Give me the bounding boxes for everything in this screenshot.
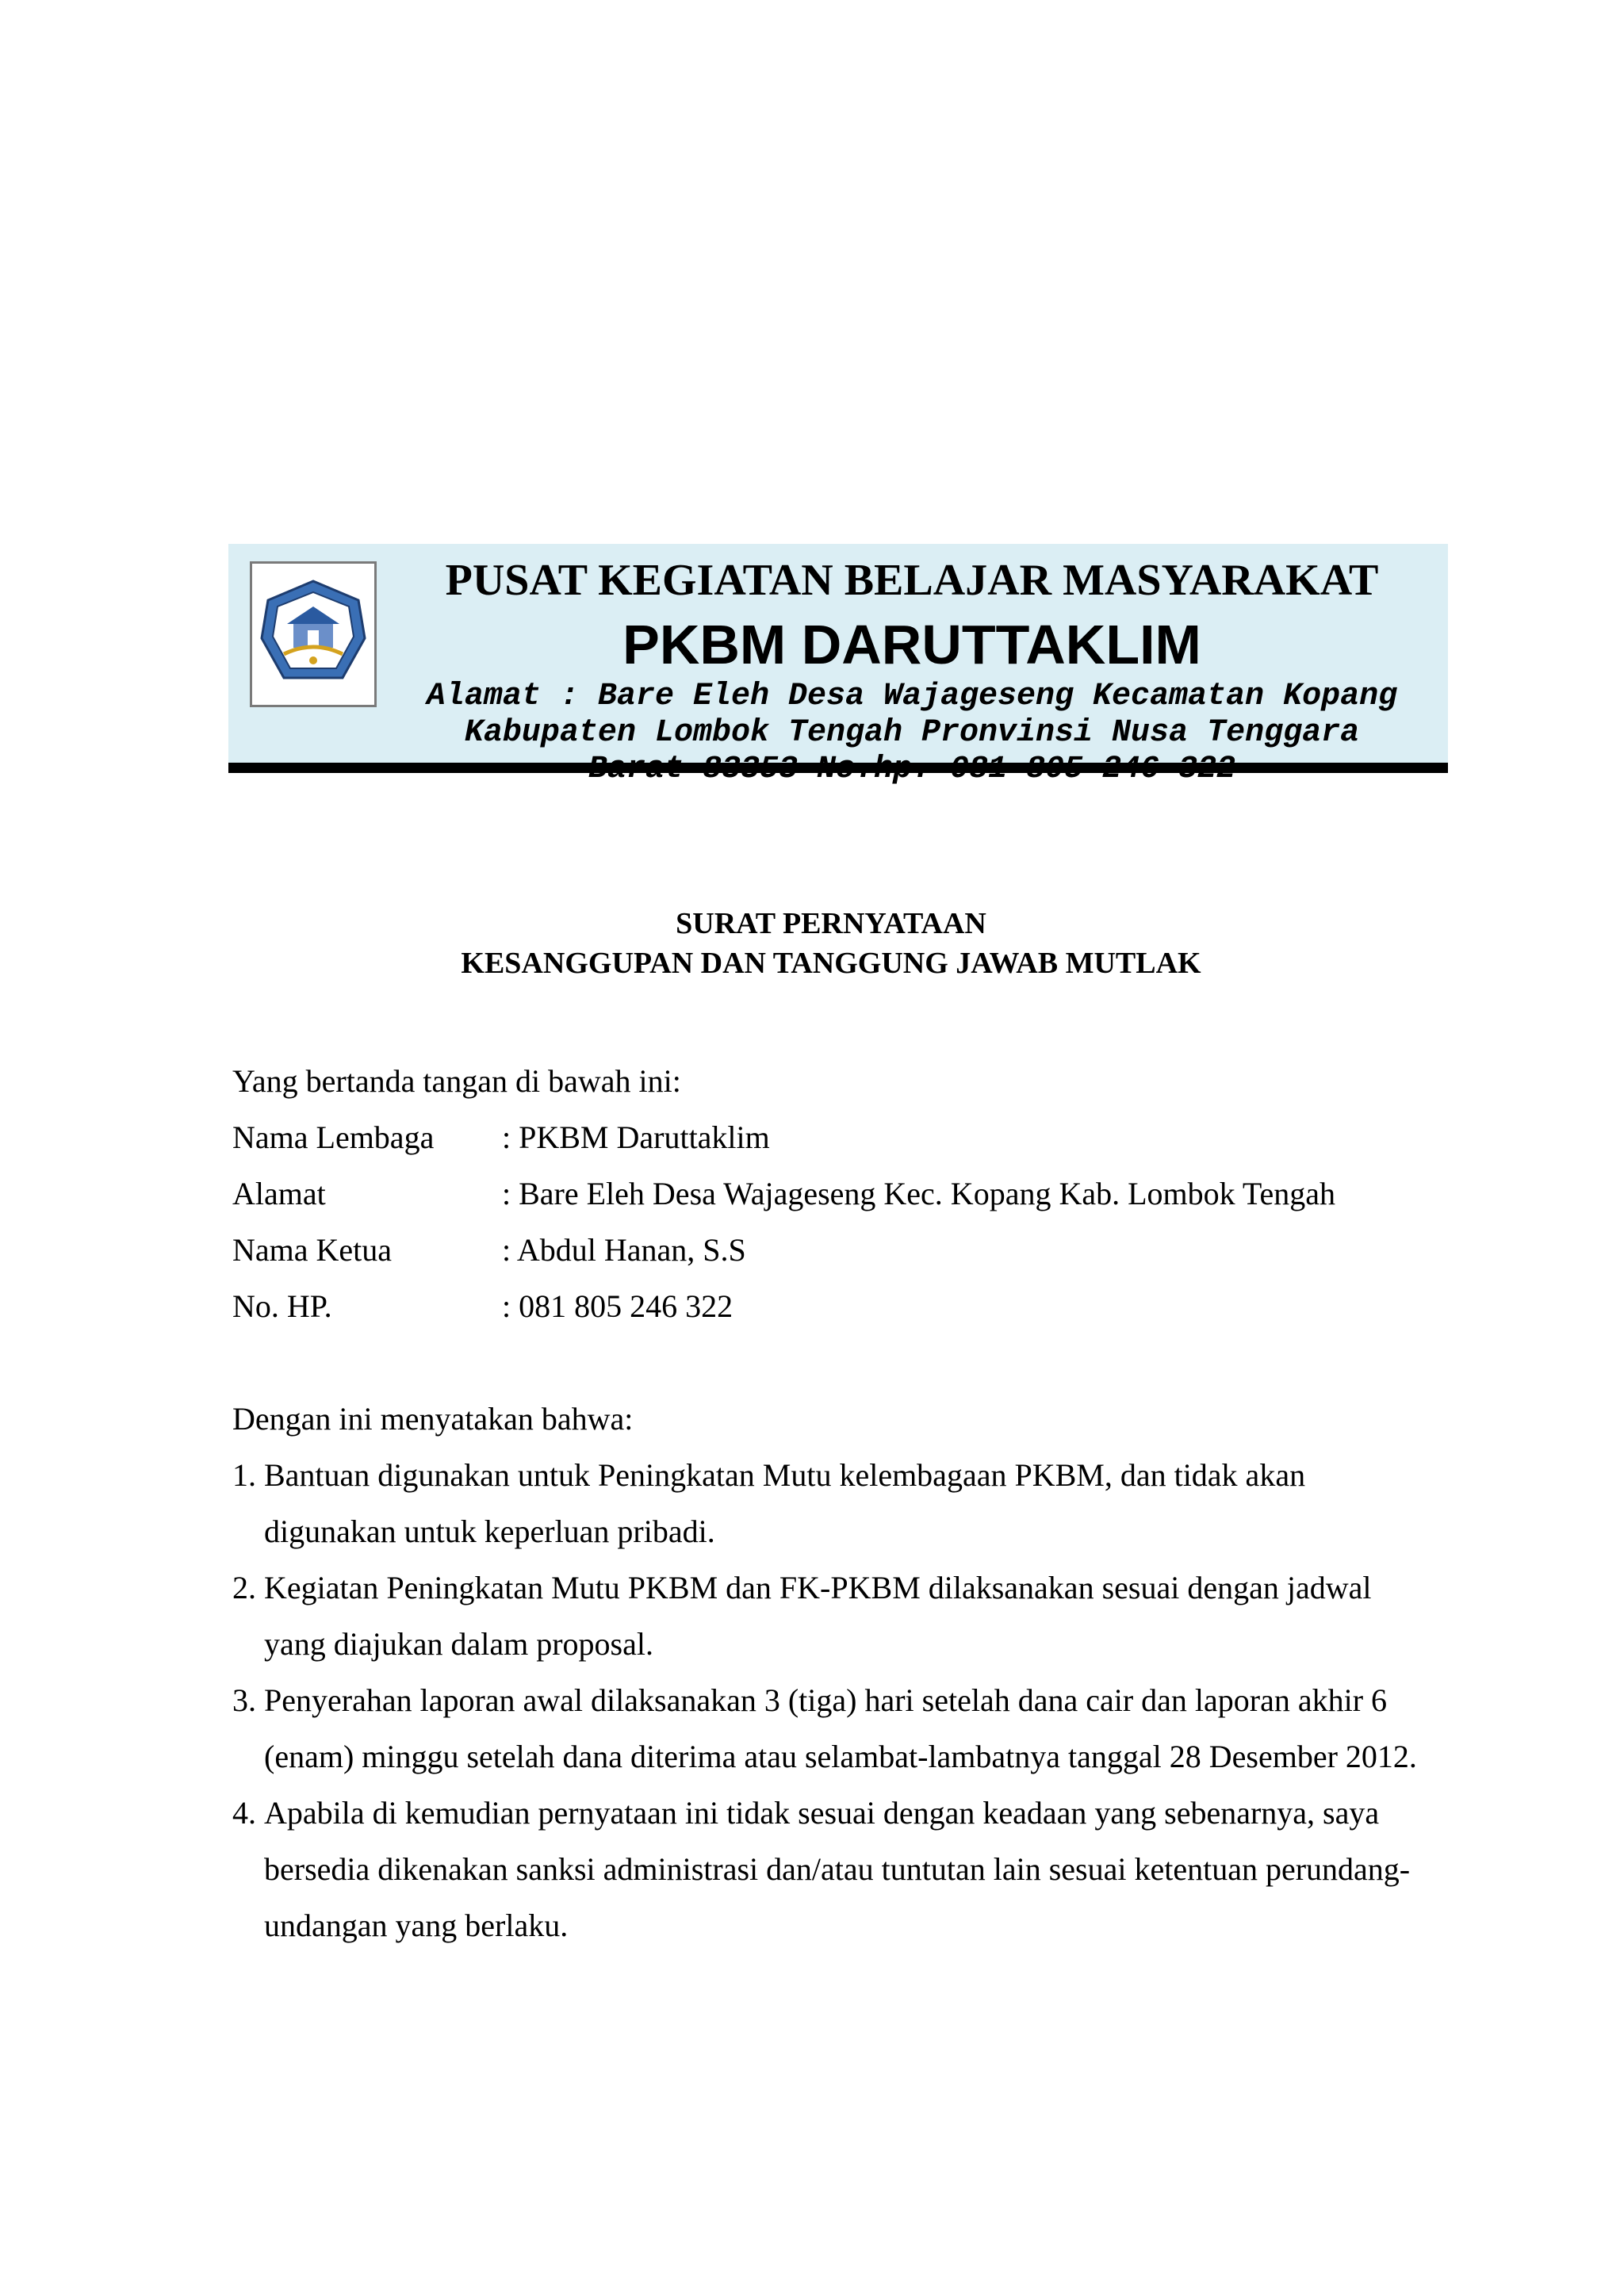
list-item <box>232 1559 1454 1672</box>
document-subtitle-line: KESANGGUPAN DAN TANGGUNG JAWAB MUTLAK <box>461 947 1201 980</box>
address-line: Alamat : Bare Eleh Desa Wajageseng Kecamatan Kopang <box>426 679 1398 714</box>
field-row-chairman <box>232 1222 1454 1278</box>
spacer <box>232 1334 1454 1391</box>
institution-emblem-icon <box>257 575 370 694</box>
field-label: No. HP. <box>232 1288 332 1324</box>
document-title-line: SURAT PERNYATAAN <box>676 907 986 940</box>
field-label: Nama Ketua <box>232 1232 393 1268</box>
list-number: 2. <box>232 1570 256 1605</box>
intro-text: Yang bertanda tangan di bawah ini: <box>232 1063 681 1099</box>
list-number: 1. <box>232 1457 256 1493</box>
list-item <box>232 1447 1454 1559</box>
address-line: Kabupaten Lombok Tengah Pronvinsi Nusa Tenggara <box>464 715 1360 751</box>
statement-intro: Dengan ini menyatakan bahwa: <box>232 1401 634 1437</box>
list-item <box>232 1672 1454 1785</box>
field-value: : 081 805 246 322 <box>502 1288 733 1324</box>
field-row-address <box>232 1165 1454 1222</box>
list-number: 3. <box>232 1682 256 1718</box>
field-value: : PKBM Daruttaklim <box>502 1119 770 1155</box>
list-text: Penyerahan laporan awal dilaksanakan 3 (tiga) hari setelah dana cair dan laporan akhir 6 (enam) minggu setelah dana diterima atau selambat-lambatnya tanggal 28 Desember 2012. <box>264 1682 1417 1774</box>
list-text: Apabila di kemudian pernyataan ini tidak sesuai dengan keadaan yang sebenarnya, saya bersedia dikenakan sanksi administrasi dan/atau tuntutan lain sesuai ketentuan perundang-undangan yang berlaku. <box>264 1795 1411 1943</box>
field-row-institution <box>232 1109 1454 1165</box>
field-label: Nama Lembaga <box>232 1119 435 1155</box>
field-value: : Bare Eleh Desa Wajageseng Kec. Kopang Kab. Lombok Tengah <box>502 1176 1336 1211</box>
field-value: : Abdul Hanan, S.S <box>502 1232 746 1268</box>
organization-title: PUSAT KEGIATAN BELAJAR MASYARAKAT <box>445 556 1379 605</box>
document-body <box>232 1053 1454 1954</box>
field-label: Alamat <box>232 1176 326 1211</box>
organization-name: PKBM DARUTTAKLIM <box>622 614 1201 675</box>
list-text: Kegiatan Peningkatan Mutu PKBM dan FK-PKBM dilaksanakan sesuai dengan jadwal yang diajukan dalam proposal. <box>264 1570 1372 1662</box>
statement-list <box>232 1447 1454 1954</box>
letterhead-divider <box>228 763 1448 773</box>
list-text: Bantuan digunakan untuk Peningkatan Mutu kelembagaan PKBM, dan tidak akan digunakan untuk keperluan pribadi. <box>264 1457 1306 1549</box>
list-item <box>232 1785 1454 1954</box>
logo-frame <box>250 561 377 707</box>
field-row-phone <box>232 1278 1454 1334</box>
document-title <box>228 904 1434 983</box>
list-number: 4. <box>232 1795 256 1831</box>
